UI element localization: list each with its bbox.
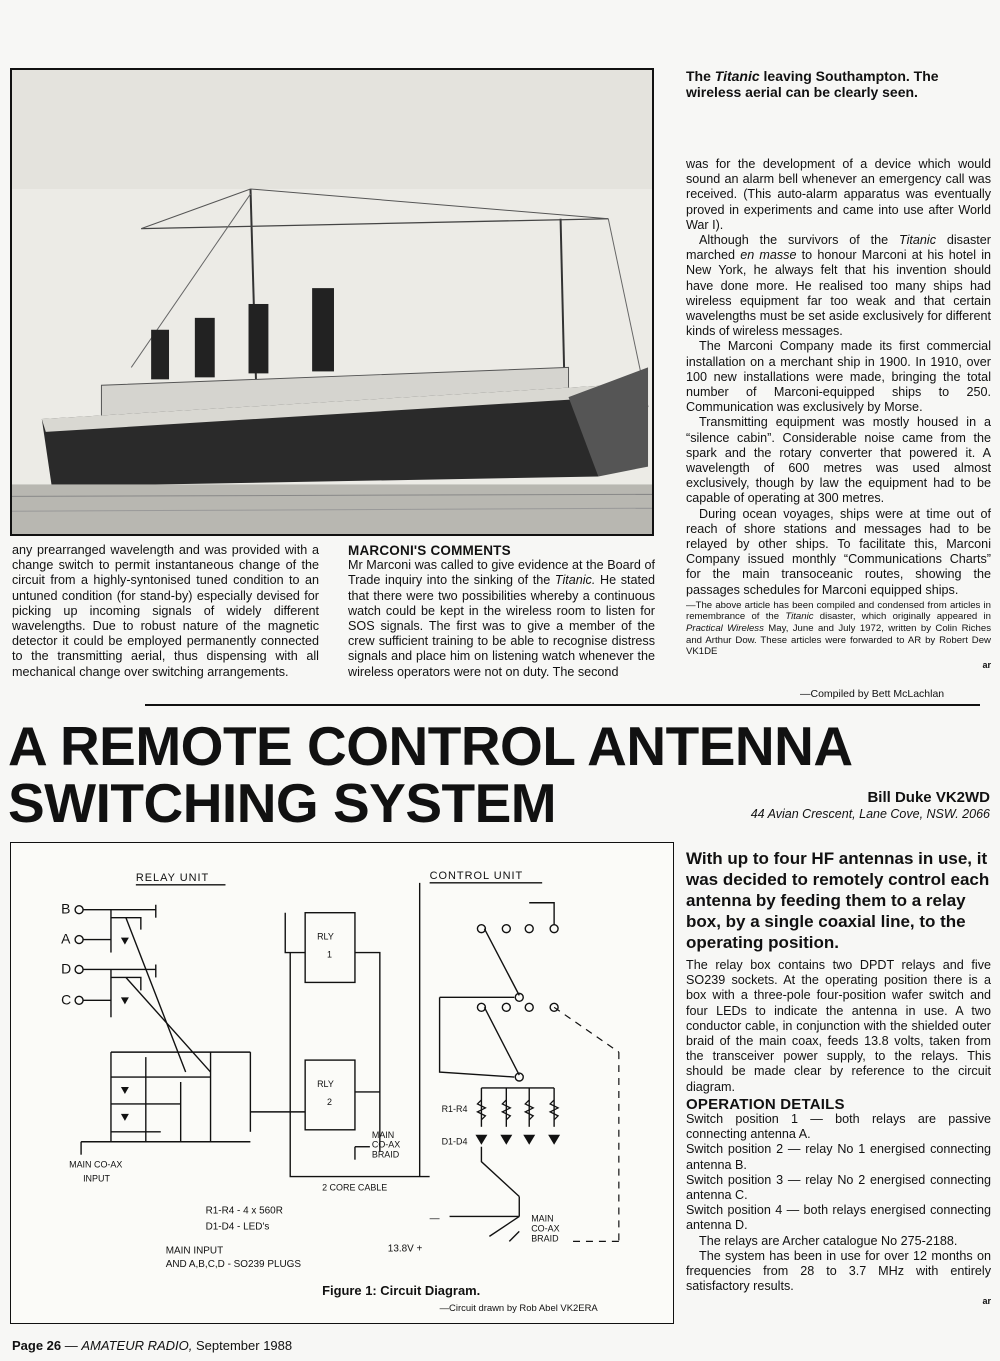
core-cable-label: 2 CORE CABLE — [322, 1182, 388, 1193]
paragraph: The relays are Archer catalogue No 275-2188. — [699, 1233, 958, 1248]
supply-voltage-label: 13.8V + — [387, 1243, 423, 1255]
resistor-label: R1-R4 — [441, 1103, 468, 1114]
page-footer: Page 26 — AMATEUR RADIO, September 1988 — [12, 1338, 293, 1353]
relay-1-label: RLY — [317, 931, 334, 942]
braid-label-2: CO-AX — [371, 1139, 401, 1150]
relay-2-number: 2 — [327, 1096, 333, 1107]
byline — [700, 790, 990, 822]
source-note: —The above article has been compiled and condensed from articles in remembrance of the Titanic disaster, which originally appeared in Practical Wireless May, June and July 1972, written by Colin Riches and Arthur Dow. These articles were forwarded to AR by Robert Dew VK1DE — [686, 599, 991, 658]
switch-position-1: Switch position 1 — both relays are passive connecting antenna A. — [686, 1112, 991, 1142]
paragraph: The relay box contains two DPDT relays and five SO239 sockets. At the operating position there is a box with a three-pole four-position wafer switch and four LEDs to indicate the antenna in use. A two conductor cable, in conjunction with the shielded outer braid of the main coax, feeds 13.8 volts, taken from the transceiver power supply, to the relays. This should be made clear by reference to the circuit diagram. — [686, 958, 991, 1094]
supply-minus-label: — — [429, 1213, 440, 1225]
magazine-name: AMATEUR RADIO, — [81, 1338, 193, 1353]
section-heading-marconi: MARCONI'S COMMENTS — [348, 543, 511, 558]
main-input-label-2: INPUT — [83, 1173, 110, 1184]
title-line-1: A REMOTE CONTROL ANTENNA — [8, 715, 853, 777]
antenna-c-label: C — [61, 991, 72, 1008]
main-input-label-1: MAIN CO-AX — [69, 1159, 123, 1170]
relay-2-label: RLY — [317, 1078, 334, 1089]
figure-caption: Figure 1: Circuit Diagram. — [322, 1283, 481, 1299]
parts-line-3: MAIN INPUT — [165, 1245, 224, 1257]
paragraph: Transmitting equipment was mostly housed in a “silence cabin”. Considerable noise came from the spark and the rotary converter that powered it. A wavelength of 600 metres was used almost exclusively, though by law the equipment had to be capable of operating at 300 metres. — [686, 415, 991, 506]
control-braid-label-2: CO-AX — [531, 1223, 560, 1234]
antenna-b-label: B — [61, 900, 71, 917]
relay-1-number: 1 — [327, 949, 333, 960]
title-line-2: SWITCHING SYSTEM — [8, 772, 557, 834]
compiled-by: —Compiled by Bett McLachlan — [800, 688, 945, 700]
circuit-diagram — [10, 842, 674, 1324]
switch-position-3: Switch position 3 — relay No 2 energised connecting antenna C. — [686, 1172, 991, 1203]
relay-unit-label: RELAY UNIT — [135, 871, 210, 884]
end-mark: ar — [982, 1296, 991, 1307]
divider — [145, 704, 980, 706]
switch-position-2: Switch position 2 — relay No 1 energised connecting antenna B. — [686, 1142, 991, 1172]
column-1-text: any prearranged wavelength and was provided with a change switch to permit instantaneous change of the circuit from a highly-syntonised tuned condition to an untuned condition (for stand-by) especially devised for picking up incoming signals of widely different wavelengths. Due to robust nature of the magnetic detector it could be employed permanently connected to the transmitting aerial, thus dispensing with all mechanical change over switching arrangements. — [12, 543, 319, 679]
author-name: Bill Duke VK2WD — [867, 789, 990, 806]
led-label: D1-D4 — [441, 1136, 468, 1147]
column-2 — [348, 543, 655, 680]
parts-line-1: R1-R4 - 4 x 560R — [205, 1205, 283, 1217]
column-3 — [686, 157, 991, 673]
page-number: Page 26 — [12, 1338, 62, 1353]
article-body — [686, 958, 991, 1310]
end-mark: ar — [982, 659, 991, 670]
issue-date: September 1988 — [192, 1338, 293, 1353]
braid-label-1: MAIN — [371, 1129, 395, 1140]
control-braid-label-3: BRAID — [531, 1233, 559, 1244]
paragraph: was for the development of a device which would sound an alarm bell whenever an emergency call was received. (This auto-alarm apparatus was eventually proved in experiments and came into use after World War I). — [686, 157, 991, 232]
paragraph: During ocean voyages, ships were at time out of reach of shore stations and messages had to be relayed by other ships. To facilitate this, Marconi Company issued monthly “Communications Charts” for the main transoceanic routes, showing the passages schedules for Marconi equipped ships. — [686, 506, 991, 597]
parts-line-2: D1-D4 - LED's — [205, 1221, 270, 1233]
column-2-text: Mr Marconi was called to give evidence at the Board of Trade inquiry into the sinking of the Titanic. He stated that there were two possibilities whereby a continuous watch could be kept in the wireless room to listen for SOS signals. The first was to give a member of the crew sufficient training to be able to recognise distress signals and place him on listening watch whenever the wireless operators were not on duty. The second — [348, 558, 655, 679]
switch-position-4: Switch position 4 — both relays energised connecting antenna D. — [686, 1203, 991, 1233]
article-lead: With up to four HF antennas in use, it was decided to remotely control each antenna by feeding them to a relay box, by a single coaxial line, to the operating position. — [686, 849, 990, 952]
figure-credit: —Circuit drawn by Rob Abel VK2ERA — [439, 1303, 598, 1315]
titanic-photo — [10, 68, 654, 536]
column-1 — [12, 543, 319, 680]
photo-caption: The Titanic leaving Southampton. The wireless aerial can be clearly seen. — [686, 68, 939, 100]
antenna-a-label: A — [61, 930, 71, 947]
parts-line-4: AND A,B,C,D - SO239 PLUGS — [165, 1259, 302, 1271]
braid-label-3: BRAID — [371, 1149, 400, 1160]
antenna-d-label: D — [61, 960, 72, 977]
paragraph: Although the survivors of the Titanic disaster marched en masse to honour Marconi at his hotel in New York, he always felt that his invention should have done more. He realised too many ships had wireless equipment far too weak and that certain wavelengths must be set aside exclusively for different kinds of wireless messages. — [686, 233, 991, 339]
author-address: 44 Avian Crescent, Lane Cove, NSW. 2066 — [750, 807, 990, 821]
paragraph: The system has been in use for over 12 months on frequencies from 28 to 3.7 MHz with entirely satisfactory results. — [686, 1248, 991, 1294]
control-braid-label-1: MAIN — [531, 1213, 554, 1224]
control-unit-label: CONTROL UNIT — [429, 869, 524, 882]
paragraph: The Marconi Company made its first commercial installation on a merchant ship in 1900. In 1910, over 100 new installations were made, bringing the total number of Marconi-equipped ships to 250. Communication was exclusively by Morse. — [686, 339, 991, 415]
section-heading-operation: OPERATION DETAILS — [686, 1095, 845, 1113]
